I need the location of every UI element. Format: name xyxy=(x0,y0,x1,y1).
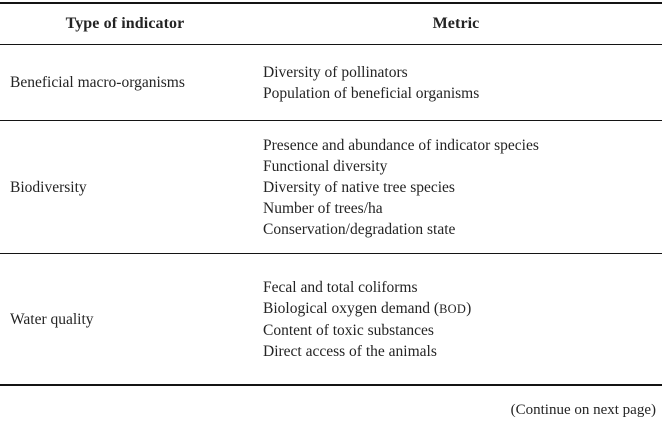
metric-list xyxy=(263,277,662,362)
metric-item: Diversity of native tree species xyxy=(263,178,455,196)
column-header-metric: Metric xyxy=(432,15,480,32)
metrics-cell xyxy=(250,62,662,104)
metrics-cell xyxy=(250,135,662,240)
table-row xyxy=(0,45,662,121)
metric-item: Population of beneficial organisms xyxy=(263,84,480,102)
table-body xyxy=(0,45,662,384)
indicator-label: Biodiversity xyxy=(10,178,87,196)
column-header-type-of-indicator: Type of indicator xyxy=(65,15,185,32)
metric-item: Biological oxygen demand (BOD) xyxy=(263,299,472,317)
table-header-row xyxy=(0,4,662,45)
indicator-label: Beneficial macro-organisms xyxy=(10,74,185,91)
metric-item: Functional diversity xyxy=(263,157,388,175)
metric-item: Presence and abundance of indicator species xyxy=(263,136,539,154)
acronym-small-caps: BOD xyxy=(439,301,467,316)
metric-item: Diversity of pollinators xyxy=(263,63,408,81)
metric-item: Direct access of the animals xyxy=(263,342,437,360)
metric-item: Fecal and total coliforms xyxy=(263,278,418,296)
metric-list xyxy=(263,135,662,240)
table-row xyxy=(0,121,662,254)
metric-item: Conservation/degradation state xyxy=(263,220,456,238)
indicator-metric-table xyxy=(0,2,662,386)
metrics-cell xyxy=(250,277,662,362)
metric-list xyxy=(263,62,662,104)
metric-item: Content of toxic substances xyxy=(263,321,434,339)
metric-item: Number of trees/ha xyxy=(263,199,383,217)
continuation-note: (Continue on next page) xyxy=(510,402,656,418)
table-row xyxy=(0,254,662,384)
indicator-label: Water quality xyxy=(10,310,94,328)
